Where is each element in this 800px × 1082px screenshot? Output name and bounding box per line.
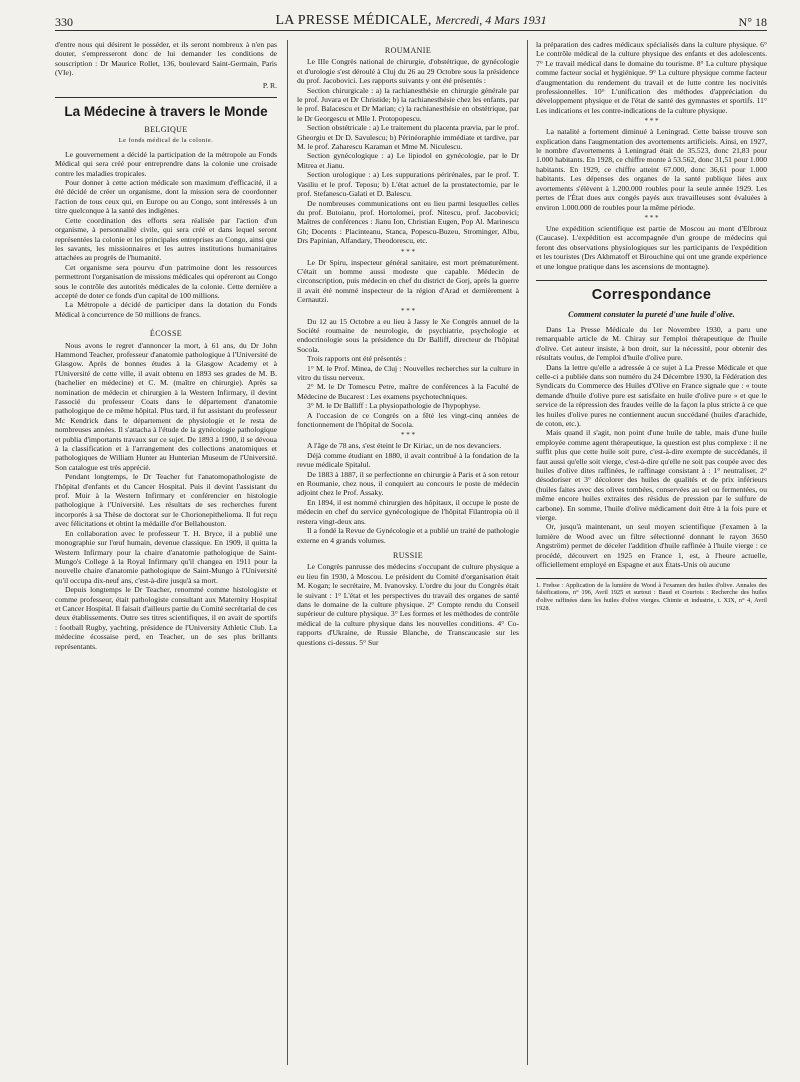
country-heading: ÉCOSSE: [149, 329, 183, 339]
separator-stars: * * *: [644, 117, 659, 126]
paragraph: Il a fondé la Revue de Gynécologie et a publié un traité de pathologie externe en 4 grands volumes.: [297, 526, 519, 545]
separator-stars: * * *: [401, 247, 415, 256]
journal-title-line: [55, 13, 767, 29]
paragraph: la préparation des cadres médicaux spécialisés dans la culture physique. 6° Le contrôle médical de la culture physique des enfants et des adolescents. 7° Le travail médical dans le domaine du tourisme. 8° La culture physique comme facteur social et hygiénique. 9° La culture physique comme facteur d'augmentation du rendement du travail et de lutte contre les nocivités professionnelles. 10° L'unification des méthodes d'appréciation du développement physique et de l'état de santé des gymnastes et sportifs. 11° Les indications et les contre-indications de la culture physique.: [536, 40, 767, 115]
page-header: [55, 12, 767, 31]
paragraph: Pendant longtemps, le Dr Teacher fut l'anatomopathologiste de l'hôpital d'enfants et du Cancer Hospital. Puis il devint l'assistant du prof. Muir à la Western Infirmary et conférencier en histologie pathologique à l'Université. Les résultats de ses recherches furent incorporés à sa Thèse de doctorat sur le Chorionepithelioma. Il fut reçu avec félicitations et obtint la médaille d'or Bellahouston.: [55, 472, 277, 529]
column-middle: [297, 40, 519, 647]
country-heading: ROUMANIE: [384, 46, 432, 55]
separator-stars: * * *: [644, 213, 659, 222]
issue-date: Mercredi, 4 Mars 1931: [435, 13, 547, 27]
paragraph: Mais quand il s'agit, non point d'une huile de table, mais d'une huile employée comme agent thérapeutique, la question est plus complexe : il ne suffit plus que cette huile soit pure, c'est-à-dire exempte de succédanés, il faut aussi qu'elle soit vierge, c'est-à-dire qu'elle ne soit pas coupée avec des huiles d'olive dites raffinées, le raffinage consistant à : 1° neutraliser, 2° désodoriser et 3° décolorer des huiles de qualités et de prix inférieurs (huiles faites avec des olives tombées, conservées au sel ou fermentées, ou même encore huiles extraites des résidus de pression par le sulfure de carbone). En somme, l'huile d'olive médicament doit être à la fois pure et vierge.: [536, 428, 767, 523]
section-divider: [55, 97, 277, 98]
paragraph: Une expédition scientifique est partie de Moscou au mont d'Elbrouz (Caucase). L'expédition est accompagnée d'un groupe de médecins qui feront des observations physiologiques sur les participants de l'expédition et les touristes (Drs Akhmatoff et Birouchine qui ont une grande expérience et une longue pratique dans les ascensions de montagne).: [536, 223, 767, 271]
paragraph: Nous avons le regret d'annoncer la mort, à 61 ans, du Dr John Hammond Teacher, professeur d'anatomie pathologique à l'Université de Glasgow. Après de bonnes études à la Glasgow Academy et à l'Université de cette ville, il avait obtenu en 1893 ses grades de M. B. (bachelier en médecine) et C. M. (maître en chirurgie). Après sa nomination de médecin et chirurgien à la Western Infirmary, il devint l'associé du professeur Coats dans le département d'anatomie pathologique de ce même hôpital. Plus tard, il fut assistant du professeur Mc Kendrick dans le département de physiologie et le resta de nombreuses années. Il s'attacha à l'étude de la gynécologie pathologique et publia d'importants travaux sur ce sujet. De 1893 à 1900, il se dévoua à la classification et à l'arrangement des collections anatomiques et pathologiques de William Hunter au Hunterian Museum de l'Université. Son catalogue est très apprécié.: [55, 340, 277, 472]
paragraph: Depuis longtemps le Dr Teacher, renommé comme histologiste et comme professeur, était pathologiste consultant aux Maternity Hospital et Cancer Hospital. Il faisait d'ailleurs partie du Comité secrétarial de ces deux établissements. Outre ses titres scientifiques, il en avait de sportifs : football Rugby, yachting, présidence de l'University Athletic Club. La médecine écossaise perd, en Teacher, un de ses plus brillants représentants.: [55, 585, 277, 651]
section-divider: [536, 280, 767, 281]
paragraph: Le Congrès panrusse des médecins s'occupant de culture physique a eu lieu fin 1930, à Moscou. Le président du Comité d'organisation était M. Kogan; le secrétaire, M. Ivanovsky. L'ordre du jour du Congrès était le suivant : 1° L'état et les perspectives du travail des organes de santé dans le domaine de la culture physique. 2° Compte rendu du Conseil supérieur de culture physique. 3° Les formes et les méthodes de contrôle médical de la culture physique dans les nouvelles conditions. 4° Co-rapports d'Ukraine, de Russie Blanche, de Transcaucasie sur les questions ci-dessus. 5° Sur: [297, 562, 519, 647]
separator-stars: * * *: [401, 306, 415, 315]
signature: P. R.: [262, 80, 277, 90]
page-number: 330: [55, 15, 73, 29]
paragraph: Pour donner à cette action médicale son maximum d'efficacité, il a été décidé de créer un organisme, dont la mission sera de coordonner l'action de tous ceux qui, en Europe ou au Congo, sont intéressés à un titre quelconque à la santé des indigènes.: [55, 178, 277, 216]
paragraph: La Métropole a décidé de participer dans la dotation du Fonds Médical à concurrence de 50 millions de francs.: [55, 300, 277, 319]
paragraph: Section urologique : a) Les suppurations périrénales, par le prof. T. Vasiliu et le prof. Teposu; b) L'état actuel de la prostatectomie, par le prof. Stefanescu-Galati et D. Balescu.: [297, 170, 519, 199]
section-heading: La Médecine à travers le Monde: [64, 104, 268, 120]
footnote: 1. Frehse : Application de la lumière de Wood à l'examen des huiles d'olive. Annales des falsifications, n° 196, Avril 1925 et surtout : Baud et Courtois : Recherche des huiles d'olive raffinées dans les huiles d'olive vierges. Chimie et industrie, t. XIX, n° 4, Avril 1928.: [536, 578, 767, 613]
paragraph: Trois rapports ont été présentés :: [307, 354, 407, 364]
paragraph: Le Dr Spiru, inspecteur général sanitaire, est mort prématurément. C'était un homme aussi modeste que capable. Médecin de circonscription, puis médecin en chef du district de Gorj, après la guerre il avait été nommé inspecteur de la région d'Arad et dernièrement à Cernautzi.: [297, 257, 519, 305]
paragraph: Cette coordination des efforts sera réalisée par l'action d'un organisme, à personnalité civile, qui sera créé et dans lequel seront représentées la colonie et les principales entreprises au Congo, ainsi que les savants, les missionnaires et les autres institutions humanitaires attachées au progrès de l'humanité.: [55, 215, 277, 263]
paragraph: Le IIIe Congrès national de chirurgie, d'obstétrique, de gynécologie et d'urologie s'est déroulé à Cluj du 26 au 29 Octobre sous la présidence du prof. Jacobovici. Les rapports suivants y ont été présentés :: [297, 57, 519, 86]
separator-stars: * * *: [401, 431, 415, 440]
paragraph: La natalité a fortement diminué à Leningrad. Cette baisse trouve son explication dans l'augmentation des avortements artificiels. Ainsi, en 1927, le nombre d'avortements à Leningrad était de 35.523, donc 21,83 pour 1.000 habitants. En 1928, ce chiffre monte à 53.562, donc 31,51 pour 1.000 habitants. En 1929, ce chiffre atteint 67.000, donc 36,61 pour 1.000 habitants. Les dépenses des organes de la santé publique liées aux avortements s'élèvent à 1.200.000 roubles pour la seule année 1929. Les pertes de l'État dues aux congés payés aux travailleuses sont évaluées à environ 1.000.000 de roubles pour la même période.: [536, 127, 767, 212]
country-heading: BELGIQUE: [144, 125, 188, 135]
section-heading: Correspondance: [591, 286, 712, 303]
article-subtitle: Le fonds médical de la colonie.: [118, 137, 214, 145]
paragraph: Dans la lettre qu'elle a adressée à ce sujet à La Presse Médicale et que celle-ci a publiée dans son numéro du 24 Décembre 1930, la Fédération des Syndicats du Commerce des Huiles d'Olive en France signale que : « toute demande d'huile d'olive pure est satisfaite en huile d'olive pure » et que le service de la répression des fraudes veille de la façon la plus stricte à ce que les huiles d'olive pures ne contiennent aucun succédané (huiles d'arachide, de coton, etc.).: [536, 362, 767, 428]
column-rule: [527, 40, 528, 1065]
paragraph: A l'âge de 78 ans, s'est éteint le Dr Kiriac, un de nos devanciers.: [307, 441, 502, 451]
paragraph: Du 12 au 15 Octobre a eu lieu à Jassy le Xe Congrès annuel de la Société roumaine de neurologie, de psychiatrie, psychologie et endocrinologie sous la présidence du Dr Balliff, directeur de l'hôpital Socola.: [297, 316, 519, 354]
paragraph: Dans La Presse Médicale du 1er Novembre 1930, a paru une remarquable article de M. Chiray sur l'emploi thérapeutique de l'huile d'olive. Cet auteur insiste, à bon droit, sur la nécessité, pour obtenir des résultats voulus, de l'emploi d'huile d'olive pure.: [536, 324, 767, 363]
issue-number: N° 18: [738, 15, 767, 29]
paragraph: Section chirurgicale : a) la rachianesthésie en chirurgie générale par le prof. Juvara et Dr Christide; b) la rachianesthésie chez les enfants, par le prof. Balacescu et Dr Marian; c) la rachianesthésie en obstétrique, par le Dr Georgescu et Mlle I. Protopopescu.: [297, 85, 519, 123]
paragraph: Section obstétricale : a) Le traitement du placenta prævia, par le prof. Gheorgiu et Dr D. Savulescu; b) Périnéoraphie immédiate et tardive, par M. le prof. Zaharescu Karaman et Mme M. Niculescu.: [297, 123, 519, 152]
paragraph: De nombreuses communications ont eu lieu parmi lesquelles celles du prof. Butoianu, prof. Hortolomei, prof. Nitescu, prof. Jacobovici; Maîtres de conférences : Jianu Ion, Christian Eugen, Pop Al. Marinescu Gh; Docents : Placinteanu, Stanca, Popescu-Buzeu, Strominger, Albu, Drs Papinian, Alfandary, Theodorescu, etc.: [297, 198, 519, 246]
paragraph: 3° M. le Dr Balliff : La physiopathologie de l'hypophyse.: [307, 401, 481, 411]
column-left: [55, 40, 277, 651]
column-right: [536, 40, 767, 612]
paragraph: Déjà comme étudiant en 1880, il avait contribué à la fondation de la revue médicale Spitalul.: [297, 450, 519, 470]
journal-title: LA PRESSE MÉDICALE,: [275, 13, 432, 28]
paragraph: En 1894, il est nommé chirurgien des hôpitaux, il occupe le poste de médecin en chef du service gynécologique de l'hôpital Filantropia où il restera vingt-deux ans.: [297, 497, 519, 526]
column-rule: [287, 40, 288, 1065]
paragraph: Le gouvernement a décidé la participation de la métropole au Fonds Médical qui sera créé pour entreprendre dans la colonie une croisade contre les maladies tropicales.: [55, 149, 277, 178]
article-title: Comment constater la pureté d'une huile d'olive.: [568, 309, 735, 319]
paragraph: A l'occasion de ce Congrès on a fêté les vingt-cinq années de fonctionnement de l'hôpital de Socola.: [297, 410, 519, 430]
paragraph: Section gynécologique : a) Le lipiodol en gynécologie, par le Dr Mitrea et Jianu.: [297, 151, 519, 170]
paragraph: d'entre nous qui désirent le posséder, et ils seront nombreux à n'en pas douter, s'empresseront donc de lui demander les conditions de souscription : Dr Maurice Rollet, 136, boulevard Saint-Germain, Paris (VIe).: [55, 40, 277, 78]
paragraph: 2° M. le Dr Tomescu Petre, maître de conférences à la Faculté de Médecine de Bucarest : Les examens psychotechniques.: [297, 382, 519, 401]
paragraph: Or, jusqu'à maintenant, un seul moyen scientifique (l'examen à la lumière de Wood avec un filtre sélectionné donnant le rayon 3650 Angström) permet de déceler l'addition d'huile raffinée à l'huile vierge : ce procédé, découvert en 1925 en France 1, est, à l'heure actuelle, officiellement employé en Espagne et aux États-Unis où aucune: [536, 522, 767, 570]
paragraph: 1° M. le Prof. Minea, de Cluj : Nouvelles recherches sur la culture in vitro du tissu nerveux.: [297, 363, 519, 382]
paragraph: De 1883 à 1887, il se perfectionne en chirurgie à Paris et à son retour en Roumanie, chez nous, il conquiert au concours le poste de médecin adjoint chez le Prof. Assaky.: [297, 469, 519, 498]
country-heading: RUSSIE: [393, 550, 423, 560]
paragraph: Cet organisme sera pourvu d'un patrimoine dont les ressources permettront l'organisation de missions médicales qui opéreront au Congo sous le contrôle des autorités médicales de la colonie. Cette dernière a accepté de doter ce fonds d'un capital de 100 millions.: [55, 262, 277, 300]
paragraph: En collaboration avec le professeur T. H. Bryce, il a publié une monographie sur l'œuf humain, devenue classique. En 1909, il quitta la Western Infirmary pour la chaire d'anatomie pathologique de Saint-Mungo's College à la Royal Infirmary qu'il changea en 1911 pour la nouvelle chaire d'anatomie pathologique de Saint-Mungo à l'Université qu'il occupa dix-neuf ans, c'est-à-dire jusqu'à sa mort.: [55, 528, 277, 585]
